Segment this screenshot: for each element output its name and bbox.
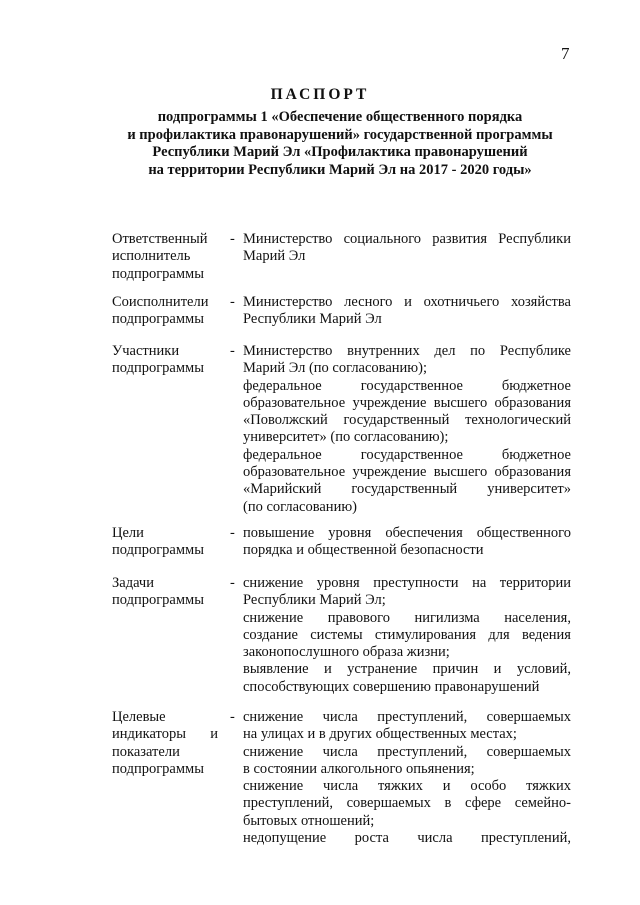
row-value-word: технологический: [465, 412, 571, 429]
row-value-word: Министерство: [243, 231, 333, 247]
row-value: [243, 343, 571, 516]
row-value-word: повышение: [243, 525, 315, 541]
row-value-word: снижение: [243, 575, 304, 591]
row-value-word: государственный: [343, 412, 450, 429]
row-value-line: [243, 447, 571, 464]
row-value-word: преступности: [373, 575, 459, 591]
row-dash: -: [230, 525, 235, 541]
row-value-word: в: [444, 795, 452, 812]
row-label-word: индикаторы: [112, 726, 186, 743]
row-value-word: образовательное: [243, 464, 346, 481]
row-label-word: и: [210, 726, 218, 743]
row-value-word: внутренних: [347, 343, 420, 359]
row-label-line: Соисполнители: [112, 294, 209, 310]
row-value: [243, 525, 571, 560]
row-value-word: выявление: [243, 661, 309, 678]
row-value-word: государственное: [360, 446, 463, 463]
row-value-word: нигилизма: [414, 609, 480, 626]
row-value-word: устранение: [347, 661, 418, 678]
row-value-line: университет» (по согласованию);: [243, 429, 449, 446]
row-dash: -: [230, 343, 235, 359]
row-label: [112, 525, 222, 560]
row-value-word: образовательное: [243, 394, 346, 411]
row-value-word: снижение: [243, 743, 304, 760]
row-label-line: Цели: [112, 525, 144, 541]
row-value-word: развития: [432, 231, 488, 247]
row-value-line: в состоянии алкогольного опьянения;: [243, 760, 475, 777]
row-value: [243, 709, 571, 847]
subtitle-line: на территории Республики Марий Эл на 2017 - 2020 годы»: [148, 161, 532, 178]
row-value-word: государственное: [360, 377, 463, 394]
row-label-line: подпрограммы: [112, 760, 204, 777]
row-value-word: федеральное: [243, 446, 322, 463]
row-value-word: Министерство: [243, 343, 333, 359]
row-value-word: условий,: [516, 661, 571, 678]
row-value-word: охотничьего: [423, 294, 500, 310]
row-value-line: [243, 830, 571, 847]
row-value-line: [243, 395, 571, 412]
row-label: [112, 709, 222, 778]
row-value-word: образования: [494, 394, 571, 411]
row-value-word: преступлений,: [377, 709, 468, 725]
row-value-line: [243, 481, 571, 498]
row-value-line: законопослушного образа жизни;: [243, 644, 450, 661]
row-value-line: Марий Эл (по согласованию);: [243, 360, 427, 377]
row-value-word: тяжких: [526, 778, 571, 795]
row-value-word: снижение: [243, 778, 304, 795]
row-value-line: [243, 661, 571, 678]
row-value-line: [243, 778, 571, 795]
row-value-word: обеспечения: [385, 525, 463, 541]
row-label-line: Участники: [112, 343, 180, 359]
row-value-word: сфере: [464, 795, 502, 812]
row-value-line: порядка и общественной безопасности: [243, 542, 484, 559]
row-value-word: хозяйства: [511, 294, 571, 310]
row-value-word: по: [470, 343, 486, 359]
row-value-word: тяжких: [378, 778, 423, 795]
row-value-line: способствующих совершению правонарушений: [243, 678, 540, 695]
row-value-word: и: [442, 778, 451, 795]
row-value-word: университет»: [487, 481, 571, 498]
row-value-word: особо: [470, 778, 507, 795]
row-value-line: [243, 744, 571, 761]
row-value-word: числа: [322, 709, 358, 725]
row-value-word: дел: [434, 343, 456, 359]
row-dash: -: [230, 575, 235, 591]
row-value-word: для: [488, 626, 510, 643]
row-value-word: причин: [432, 661, 479, 678]
row-label: [112, 294, 222, 329]
document-title: ПАСПОРТ: [270, 86, 370, 103]
row-label-line: подпрограммы: [112, 542, 204, 559]
subtitle-line: Республики Марий Эл «Профилактика правонарушений: [152, 144, 528, 160]
row-value-word: совершаемых: [346, 795, 431, 812]
row-label: [112, 231, 222, 283]
row-value-line: [243, 412, 571, 429]
row-value-word: высшего: [433, 464, 488, 481]
row-value: [243, 575, 571, 696]
row-value-word: стимулирования: [374, 626, 477, 643]
row-label-line: подпрограммы: [112, 265, 204, 282]
row-value-word: преступлений,: [243, 795, 333, 812]
row-value-word: и: [493, 661, 502, 678]
row-value-word: и: [323, 661, 332, 678]
row-value-word: высшего: [433, 394, 488, 411]
row-value-word: «Поволжский: [243, 412, 328, 429]
row-dash: -: [230, 709, 235, 725]
row-value-word: государственный: [351, 481, 458, 498]
row-label-line: подпрограммы: [112, 311, 204, 328]
row-label: [112, 343, 222, 378]
row-value-word: уровня: [316, 575, 360, 591]
row-value-line: [243, 378, 571, 395]
row-value-word: образования: [494, 464, 571, 481]
row-value-word: лесного: [344, 294, 393, 310]
row-value-line: на улицах и в других общественных местах;: [243, 726, 517, 743]
row-value-line: Марий Эл: [243, 248, 306, 265]
row-value-word: числа: [417, 830, 453, 847]
row-value: [243, 294, 571, 329]
row-value: [243, 231, 571, 266]
row-label-line: Целевые: [112, 709, 166, 725]
row-value-line: [243, 709, 571, 726]
row-value-word: снижение: [243, 709, 304, 725]
row-value-word: «Марийский: [243, 481, 322, 498]
row-value-line: [243, 231, 571, 248]
row-value-line: [243, 795, 571, 812]
document-subtitle: [0, 109, 640, 179]
row-value-word: преступлений,: [377, 743, 468, 760]
row-label-line: показатели: [112, 743, 180, 760]
row-value-line: [243, 575, 571, 592]
row-value-word: совершаемых: [486, 743, 571, 760]
row-value-word: социального: [343, 231, 422, 247]
row-value-word: федеральное: [243, 377, 322, 394]
row-label-line: [112, 726, 218, 743]
row-value-word: бюджетное: [501, 446, 571, 463]
row-dash: -: [230, 231, 235, 247]
row-value-line: [243, 464, 571, 481]
subtitle-line: и профилактика правонарушений» государственной программы: [127, 126, 553, 143]
row-value-word: бюджетное: [501, 377, 571, 394]
row-value-word: учреждение: [352, 464, 427, 481]
row-value-line: [243, 294, 571, 311]
row-value-word: правового: [327, 609, 390, 626]
row-value-line: [243, 343, 571, 360]
row-value-word: числа: [323, 778, 359, 795]
row-label-line: подпрограммы: [112, 360, 204, 377]
row-value-word: преступлений,: [480, 830, 571, 847]
row-value-word: снижение: [243, 609, 304, 626]
row-value-word: роста: [354, 830, 389, 847]
page-number: 7: [561, 44, 570, 63]
row-value-word: семейно-: [514, 795, 571, 812]
row-value-word: системы: [310, 626, 363, 643]
row-value-word: территории: [499, 575, 571, 591]
row-value-word: числа: [322, 743, 358, 760]
row-value-line: (по согласованию): [243, 498, 357, 515]
row-value-line: [243, 610, 571, 627]
row-value-word: ведения: [521, 626, 571, 643]
row-dash: -: [230, 294, 235, 310]
row-value-word: уровня: [328, 525, 372, 541]
row-value-word: учреждение: [352, 394, 427, 411]
row-value-word: Республике: [499, 343, 571, 359]
row-value-word: создание: [243, 626, 298, 643]
row-label: [112, 575, 222, 610]
row-value-line: [243, 627, 571, 644]
row-label-line: Ответственный: [112, 231, 208, 247]
row-value-line: Республики Марий Эл;: [243, 592, 386, 609]
row-label-line: подпрограммы: [112, 592, 204, 609]
row-value-word: совершаемых: [486, 709, 571, 725]
row-value-line: бытовых отношений;: [243, 812, 375, 829]
row-value-word: Министерство: [243, 294, 333, 310]
row-value-word: населения,: [504, 609, 571, 626]
row-value-word: и: [404, 294, 412, 310]
row-value-word: недопущение: [243, 830, 327, 847]
row-value-line: Республики Марий Эл: [243, 311, 382, 328]
row-value-word: Республики: [498, 231, 571, 247]
row-label-line: Задачи: [112, 575, 154, 591]
row-label-line: исполнитель: [112, 248, 191, 265]
row-value-line: [243, 525, 571, 542]
row-value-word: на: [472, 575, 487, 591]
row-value-word: общественного: [476, 525, 571, 541]
subtitle-line: подпрограммы 1 «Обеспечение общественного порядка: [157, 109, 523, 125]
